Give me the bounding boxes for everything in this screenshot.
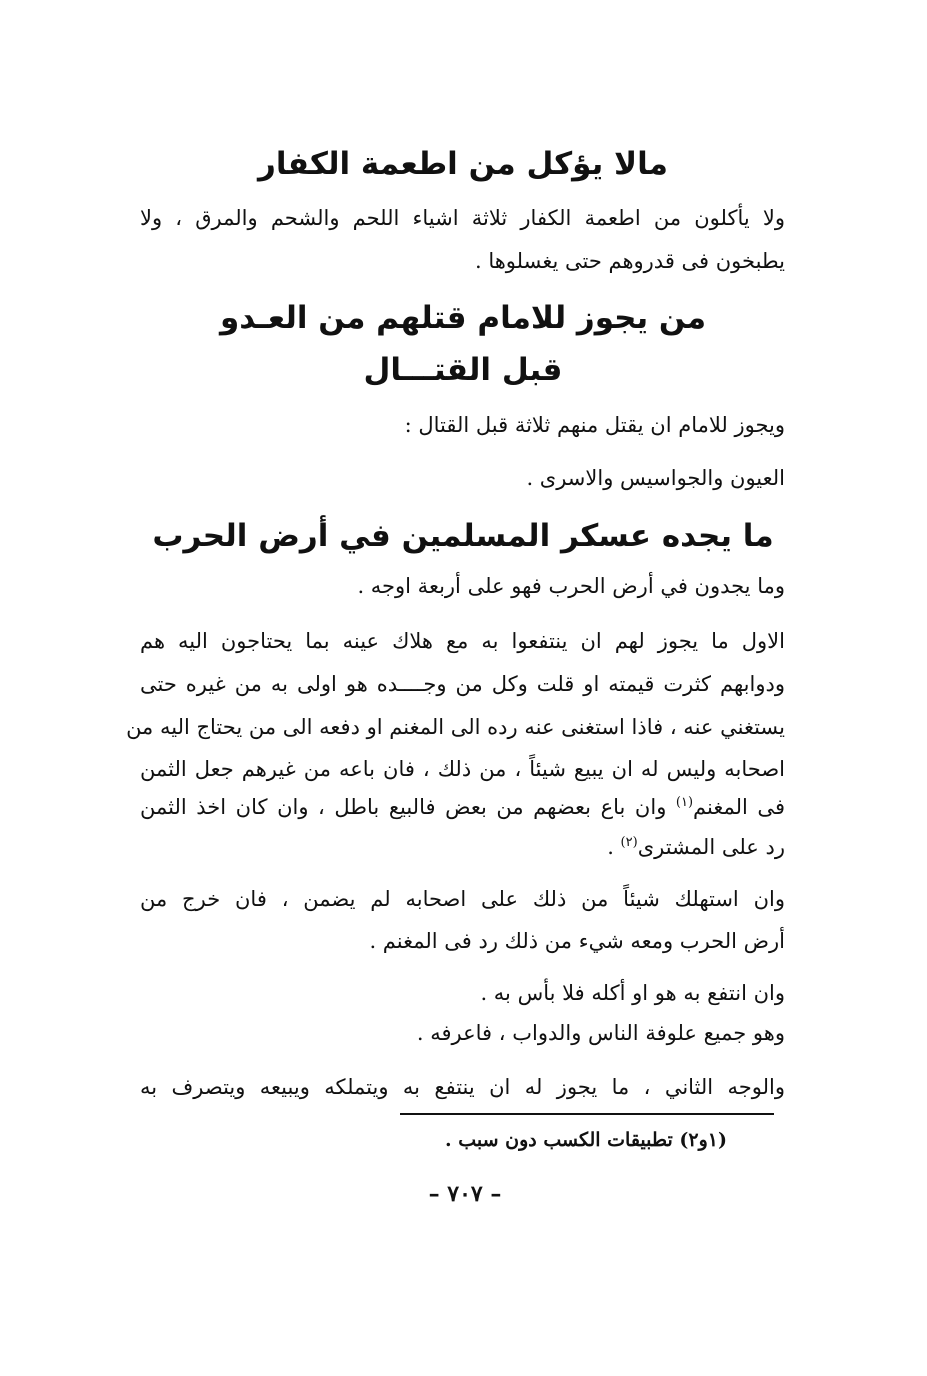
text-line	[140, 792, 785, 822]
text-line: وان انتفع به هو او أكله فلا بأس به .	[480, 981, 785, 1005]
text-fragment: وان باع بعضهم من بعض فالبيع باطل ، وان كان اخذ الثمن	[140, 795, 676, 819]
section-title-enemy-killing: من يجوز للامام قتلهم من العـدو	[219, 300, 707, 336]
text-fragment: فى المغنم	[693, 795, 785, 819]
text-line: وهو جميع علوفة الناس والدواب ، فاعرفه .	[416, 1021, 785, 1045]
text-fragment: .	[607, 835, 621, 859]
text-line: وما يجدون في أرض الحرب فهو على أربعة اوجه .	[357, 574, 785, 598]
section-title-before-fighting: قبل القتـــال	[363, 352, 563, 388]
text-fragment: رد على المشترى	[637, 835, 785, 859]
section-title-spoils-in-enemy-land: ما يجده عسكر المسلمين في أرض الحرب	[152, 518, 774, 554]
text-line: يستغني عنه ، فاذا استغنى عنه رده الى المغنم او دفعه الى من يحتاج اليه من	[126, 715, 785, 739]
page-number: – ٧٠٧ –	[428, 1181, 502, 1207]
text-line: اصحابه وليس له ان يبيع شيئاً ، من ذلك ، فان باعه من غيرهم جعل الثمن	[140, 757, 785, 781]
text-line: ويجوز للامام ان يقتل منهم ثلاثة قبل القتال :	[404, 413, 785, 437]
footnote-marker-2: (٢)	[620, 835, 638, 850]
text-line: والوجه الثاني ، ما يجوز له ان ينتفع به ويتملكه ويبيعه ويتصرف به	[140, 1075, 785, 1099]
text-line: الاول ما يجوز لهم ان ينتفعوا به مع هلاك عينه بما يحتاجون اليه هم	[140, 629, 785, 653]
section-title-food-of-unbelievers: مالا يؤكل من اطعمة الكفار	[258, 146, 668, 182]
footnote-divider	[400, 1113, 774, 1115]
text-line: ولا يأكلون من اطعمة الكفار ثلاثة اشياء اللحم والشحم والمرق ، ولا	[140, 206, 785, 230]
text-line	[607, 832, 785, 862]
text-line: ودوابهم كثرت قيمته او قلت وكل من وجــــده هو اولى به من غيره حتى	[140, 672, 785, 696]
text-line: العيون والجواسيس والاسرى .	[526, 466, 785, 490]
footnote: (١و٢) تطبيقات الكسب دون سبب .	[445, 1129, 727, 1151]
footnote-marker-1: (١)	[675, 795, 694, 810]
text-line: وان استهلك شيئاً من ذلك على اصحابه لم يضمن ، فان خرج من	[140, 887, 785, 911]
text-line: أرض الحرب ومعه شيء من ذلك رد فى المغنم .	[369, 929, 785, 953]
text-line: يطبخون فى قدروهم حتى يغسلوها .	[474, 249, 785, 273]
